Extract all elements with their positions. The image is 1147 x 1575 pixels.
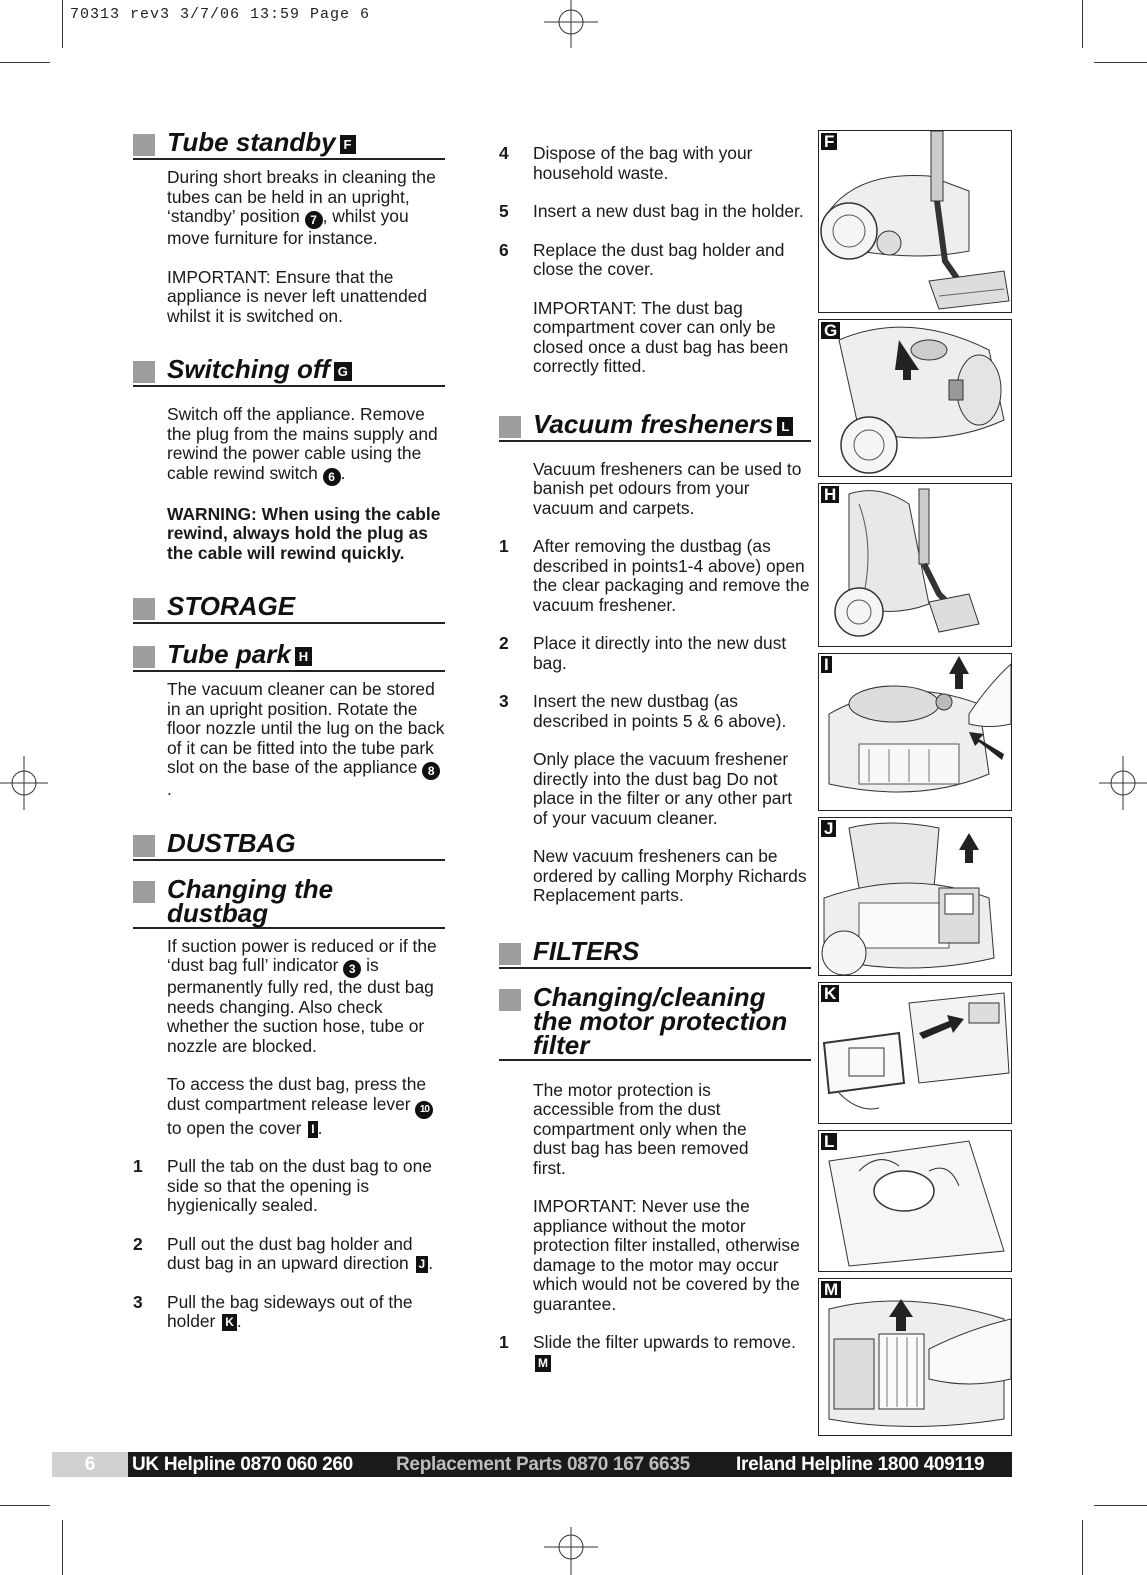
registration-mark [540,1525,602,1575]
heading-text: Tube park [167,639,291,669]
figure-label: M [821,1281,841,1298]
remove-bag-illustration [819,983,1011,1123]
crop-mark [1082,0,1083,48]
section-heading-motor-filter [499,981,811,1061]
left-column [133,127,445,1351]
print-slug: 70313 rev3 3/7/06 13:59 Page 6 [70,6,371,23]
step-item: 1 Slide the filter upwards to remove. M [499,1332,796,1370]
uk-helpline: UK Helpline 0870 060 260 [132,1454,353,1475]
heading-text: STORAGE [167,591,296,621]
step-item: 1 After removing the dustbag (as described in points1-4 above) open the clear packaging and remove the vacuum freshener. [499,536,810,615]
heading-marker [133,598,155,620]
heading-text: Tube standby [167,127,336,157]
important-note: IMPORTANT: Ensure that the appliance is never left unattended whilst it is switched on. [167,266,428,326]
important-note: IMPORTANT: The dust bag compartment cover can only be closed once a dust bag has been correctly fitted. [533,297,789,376]
paragraph: If suction power is reduced or if the ‘dust bag full’ indicator 3 is permanently fully red, the dust bag needs changing. Also check whether the suction hose, tube or nozzle are blocked. [167,935,437,1056]
page-number: 6 [52,1452,128,1477]
warning-text: WARNING: When using the cable rewind, always hold the plug as the cable will rewind quickly. [167,503,441,563]
paragraph: Only place the vacuum freshener directly into the dust bag Do not place in the filter or any other part of your vacuum cleaner. [533,749,793,828]
paragraph: Switch off the appliance. Remove the plug from the mains supply and rewind the power cable using the cable rewind switch 6 . [167,404,438,484]
heading-marker [499,989,521,1011]
step-item: 5 Insert a new dust bag in the holder. [499,201,804,221]
heading-text: Changing/cleaning [533,981,766,1012]
freshener-illustration [819,1131,1011,1271]
crop-mark [1082,1520,1083,1575]
heading-text: Changing the [167,873,334,904]
figure-label: L [821,1133,837,1150]
paragraph: New vacuum fresheners can be ordered by calling Morphy Richards Replacement parts. [533,846,807,905]
section-heading-changing-dustbag [133,873,445,929]
figure-label: H [821,486,839,503]
figure-J [818,817,1012,976]
paragraph: Vacuum fresheners can be used to banish pet odours from your vacuum and carpets. [533,458,802,518]
crop-mark [0,62,50,63]
figure-L [818,1130,1012,1272]
heading-text: dustbag [167,897,269,928]
motor-filter-illustration [819,1279,1011,1435]
step-item: 2 Place it directly into the new dust bag. [499,633,787,673]
figure-label: I [821,656,832,673]
figure-K [818,982,1012,1124]
registration-mark [0,752,50,814]
part-number-badge: 8 [422,762,440,780]
heading-marker [499,416,521,438]
section-heading-storage [133,591,445,624]
crop-mark [1094,1505,1147,1506]
remove-bag-holder-illustration [819,818,1011,975]
step-item: 4 Dispose of the bag with your household waste. [499,143,753,183]
heading-text: Switching off [167,354,330,384]
paragraph: The motor protection is accessible from the dust compartment only when the dust bag has been removed first. [533,1079,749,1178]
vacuum-standby-illustration [819,131,1011,312]
part-number-badge: 6 [323,468,341,486]
step-item: 6 Replace the dust bag holder and close the cover. [499,239,785,279]
heading-text: DUSTBAG [167,827,296,858]
paragraph: The vacuum cleaner can be stored in an upright position. Rotate the floor nozzle until the lug on the back of it can be fitted into the tube park slot on the base of the appliance 8. [167,679,445,799]
paragraph: To access the dust bag, press the dust compartment release lever 10 to open the cover I . [167,1075,445,1138]
open-cover-illustration [819,654,1011,810]
section-heading-vacuum-fresheners [499,408,811,442]
figure-ref-tag: H [295,647,312,666]
step-item: 1 Pull the tab on the dust bag to one side so that the opening is hygienically sealed. [133,1156,432,1215]
figure-ref-tag: L [777,417,793,436]
figure-ref-tag: J [416,1256,429,1273]
section-heading-tube-standby [133,127,445,160]
heading-text: FILTERS [533,935,640,966]
replacement-parts-line: Replacement Parts 0870 167 6635 [396,1454,690,1475]
figure-label: J [821,820,836,837]
heading-marker [133,646,155,668]
figure-label: K [821,985,839,1002]
tube-park-illustration [819,484,1011,646]
figure-I [818,653,1012,811]
heading-marker [133,835,155,857]
figure-ref-tag: F [340,135,356,154]
middle-column [499,144,811,1391]
important-note: IMPORTANT: Never use the appliance without the motor protection filter installed, otherwise damage to the motor may occur which would not be covered by the guarantee. [533,1196,800,1314]
paragraph: During short breaks in cleaning the tubes can be held in an upright, ‘standby’ position 7 , whilst you move furniture for instance. [167,167,436,248]
figure-label: F [821,133,837,150]
heading-text: Vacuum fresheners [533,408,774,439]
heading-marker [133,361,155,383]
heading-text: filter [533,1029,590,1060]
figure-ref-tag: K [222,1314,237,1331]
registration-mark [540,0,602,50]
ireland-helpline: Ireland Helpline 1800 409119 [736,1454,985,1475]
section-heading-dustbag [133,827,445,861]
switch-off-illustration [819,320,1011,476]
figure-F [818,130,1012,313]
step-item: 3 Pull the bag sideways out of the holder K . [133,1291,413,1331]
crop-mark [62,1520,63,1575]
figure-H [818,483,1012,647]
part-number-badge: 7 [305,211,323,229]
figure-G [818,319,1012,477]
figure-ref-tag: G [334,362,352,381]
heading-marker [499,943,521,965]
heading-text: the motor protection [533,1005,788,1036]
crop-mark [62,0,63,48]
section-heading-filters [499,935,811,969]
part-number-badge: 3 [343,960,361,978]
step-item: 3 Insert the new dustbag (as described in points 5 & 6 above). [499,691,787,731]
section-heading-switching-off [133,354,445,387]
part-number-badge: 10 [415,1101,433,1119]
crop-mark [0,1505,50,1506]
step-item: 2 Pull out the dust bag holder and dust bag in an upward direction J . [133,1233,434,1273]
figure-ref-tag: M [535,1355,551,1372]
figure-label: G [821,322,840,339]
heading-marker [133,881,155,903]
crop-mark [1094,62,1147,63]
figure-M [818,1278,1012,1436]
registration-mark [1097,752,1147,814]
figure-ref-tag: I [308,1121,317,1138]
footer-helpline-bar [52,1452,1012,1477]
section-heading-tube-park [133,639,445,672]
heading-marker [133,134,155,156]
